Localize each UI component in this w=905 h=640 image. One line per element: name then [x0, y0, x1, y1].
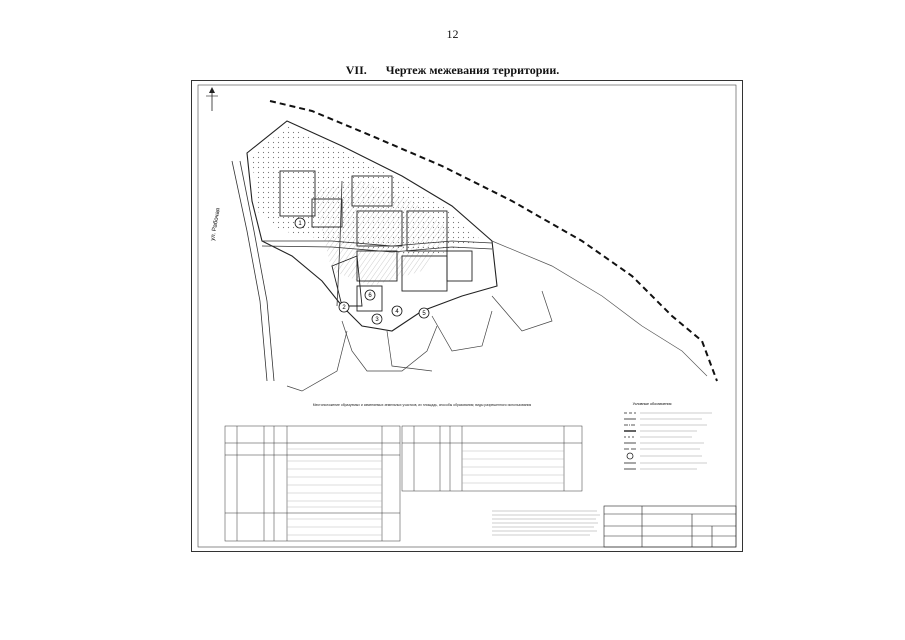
- page-number: 12: [446, 27, 459, 41]
- parcel-marker-2: 2: [342, 305, 346, 311]
- section-roman: VII.: [345, 63, 367, 77]
- parcel-marker-5: 5: [422, 311, 426, 317]
- survey-drawing: [192, 81, 742, 551]
- parcel-marker-3: 3: [375, 317, 379, 323]
- north-arrow-icon: [206, 87, 218, 111]
- legend-title: Условные обозначения: [632, 402, 672, 406]
- parcel-table-left-rows: [287, 449, 382, 535]
- parcel-table-right: [402, 426, 582, 491]
- drawing-caption: Местоположение образуемых и изменяемых земельных участков, их площадь, способы образования; виды разрешенного использования: [312, 403, 532, 407]
- drawing-caption-container: [312, 403, 532, 425]
- parcel-marker-1: 1: [298, 221, 302, 227]
- title-block: [604, 506, 736, 547]
- section-title: [0, 63, 905, 78]
- drawing-sheet: [191, 80, 743, 552]
- notes-block: [492, 511, 600, 535]
- section-title-text: Чертеж межевания территории.: [385, 63, 560, 77]
- parcel-marker-4: 4: [395, 309, 399, 315]
- adjacent-outlines: [287, 291, 552, 391]
- street-label: ул. Рабочая: [210, 207, 222, 242]
- parcel-table-left: [225, 426, 400, 541]
- parcel-table-right-rows: [462, 451, 564, 483]
- right-boundary: [492, 241, 707, 376]
- legend: [624, 402, 712, 469]
- parcel-marker-6: 6: [368, 293, 372, 299]
